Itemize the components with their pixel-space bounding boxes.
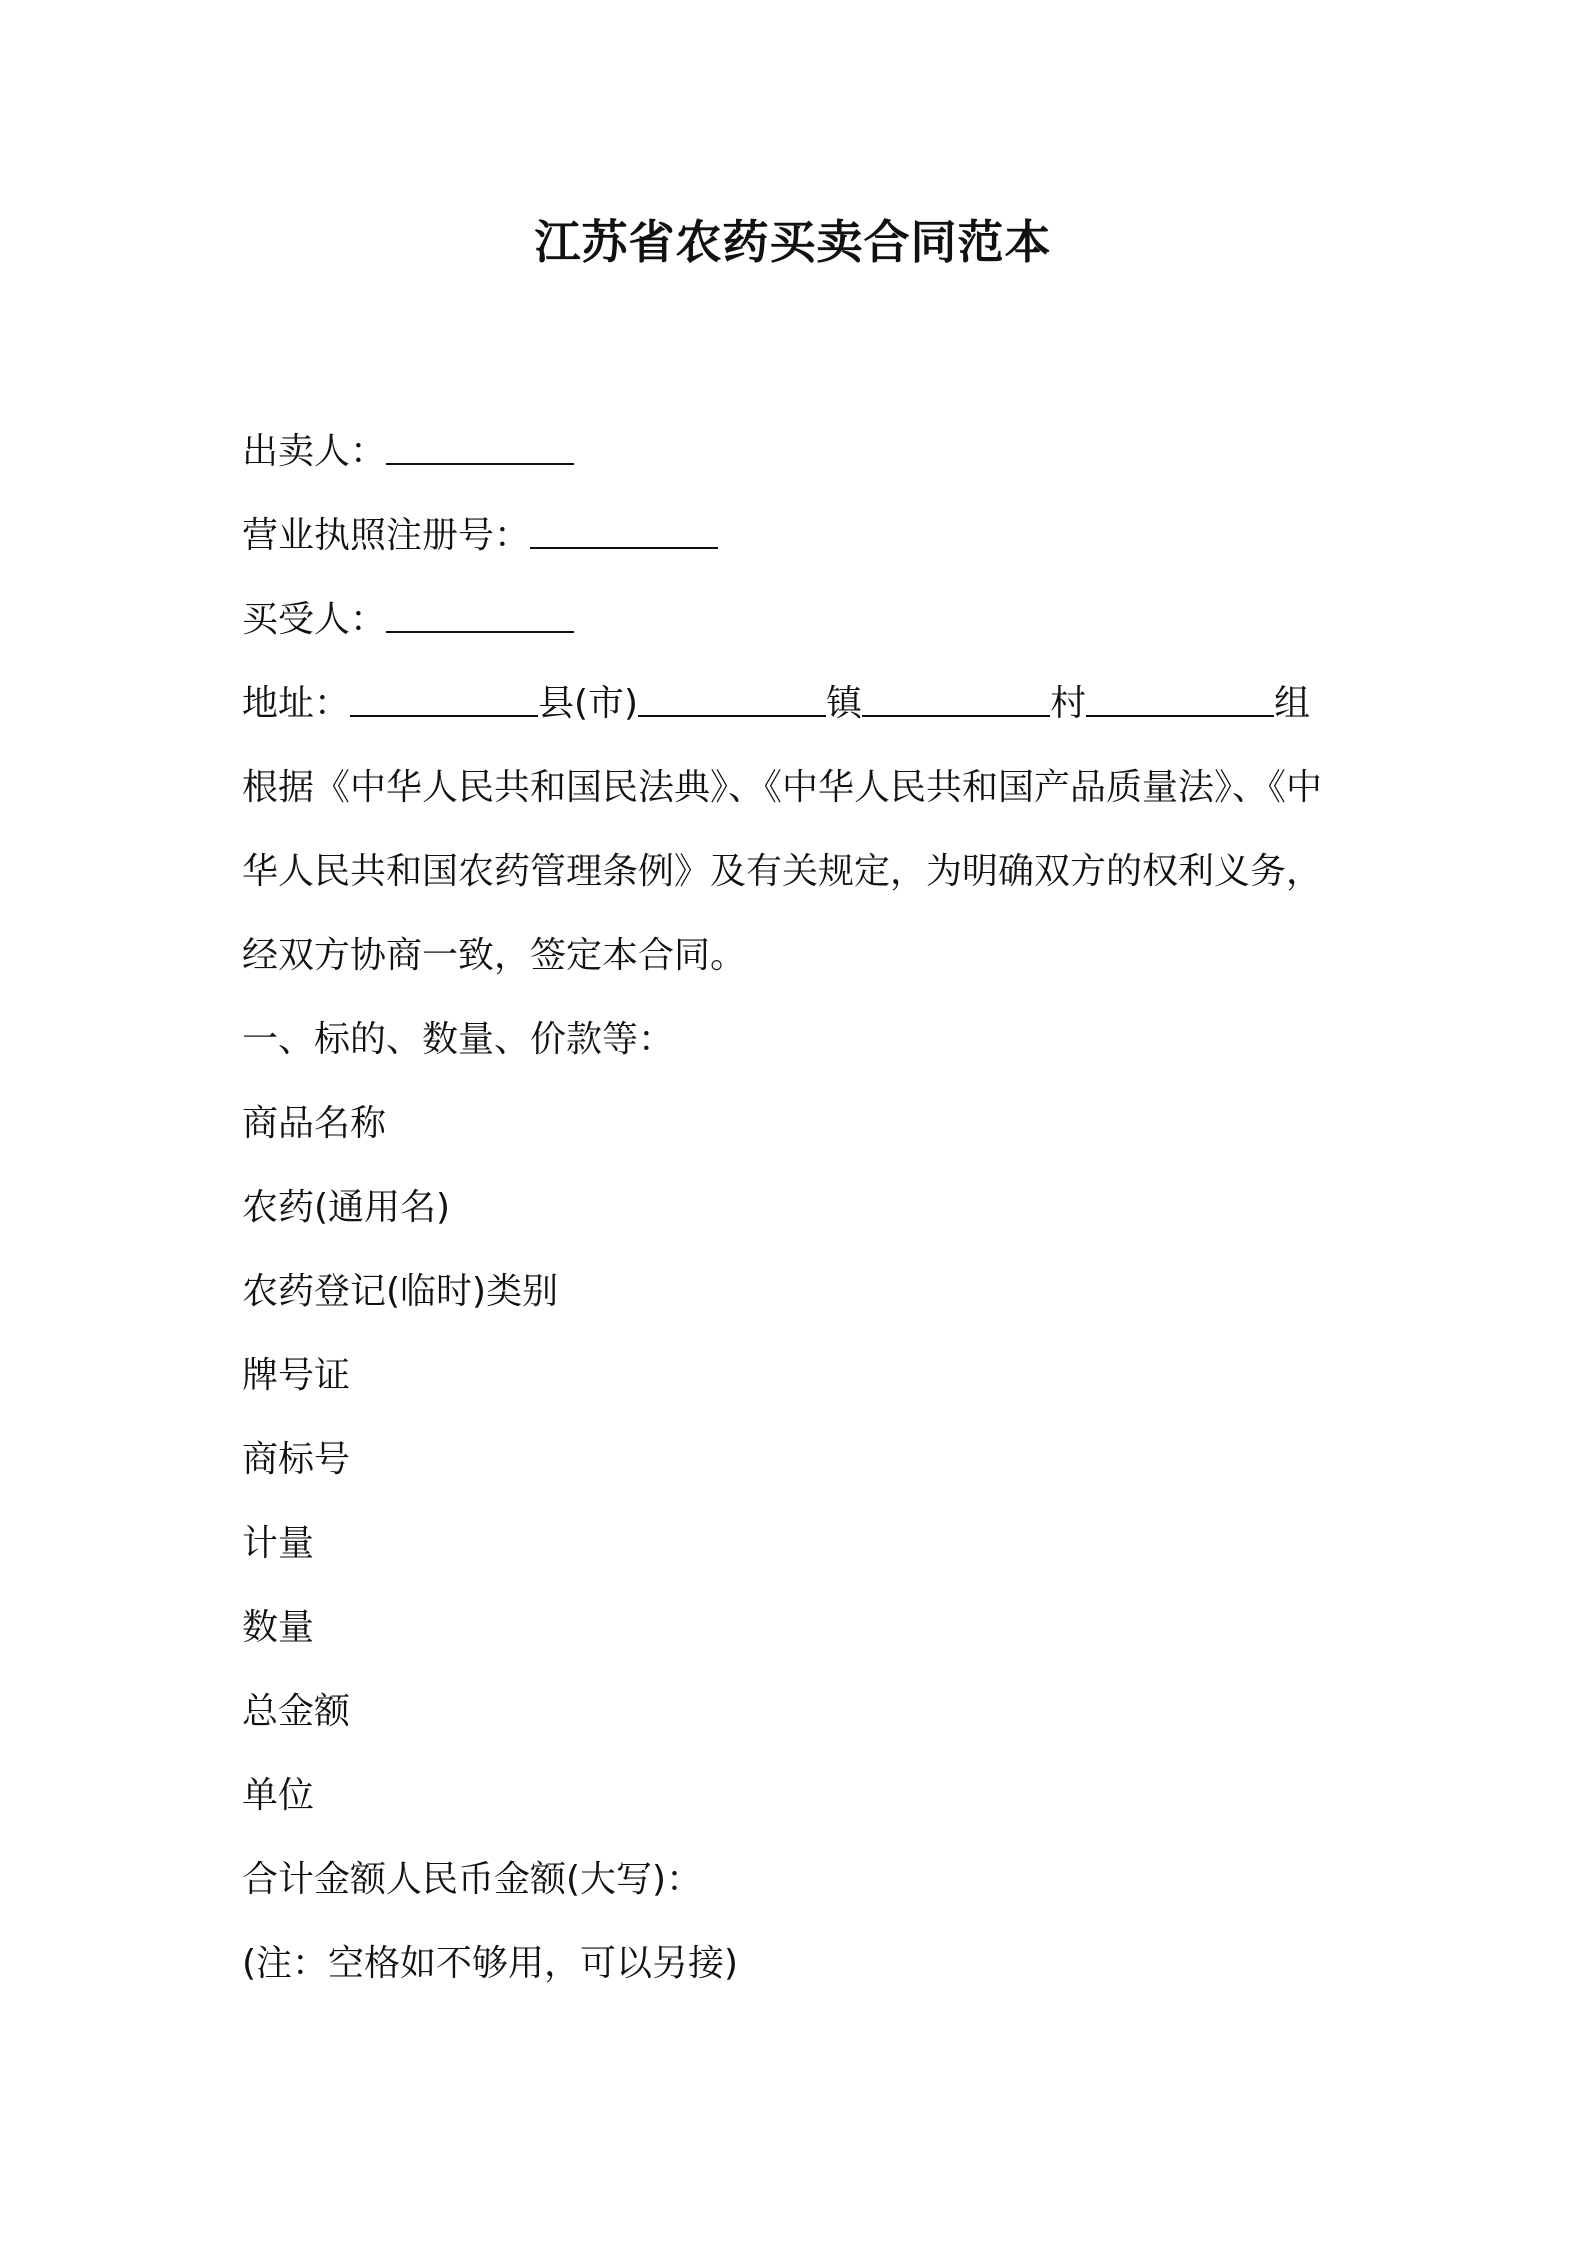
seller-blank bbox=[386, 423, 574, 465]
address-village-blank bbox=[862, 675, 1050, 717]
field-label: 数量 bbox=[242, 1607, 315, 1648]
field-label: 商品名称 bbox=[242, 1103, 387, 1144]
address-village-label: 村 bbox=[1050, 683, 1087, 724]
field-label: 总金额 bbox=[242, 1691, 351, 1732]
section-heading: 一、标的、数量、价款等： bbox=[242, 1019, 675, 1060]
address-town-label: 镇 bbox=[826, 683, 863, 724]
field-label: 农药登记(临时)类别 bbox=[242, 1271, 559, 1312]
license-line bbox=[242, 494, 1362, 578]
preamble-line: 根据《中华人民共和国民法典》、《中华人民共和国产品质量法》、《中 bbox=[242, 767, 1323, 808]
preamble-line: 经双方协商一致，签定本合同。 bbox=[242, 935, 747, 976]
document-title: 江苏省农药买卖合同范本 bbox=[534, 215, 1052, 269]
seller-line bbox=[242, 410, 1362, 494]
preamble-line: 华人民共和国农药管理条例》及有关规定，为明确双方的权利义务， bbox=[242, 851, 1323, 892]
address-line bbox=[242, 662, 1362, 746]
document-body bbox=[242, 410, 1362, 2006]
note-text: (注：空格如不够用，可以另接) bbox=[242, 1943, 739, 1984]
buyer-blank bbox=[386, 591, 574, 633]
field-label: 计量 bbox=[242, 1523, 315, 1564]
field-label: 牌号证 bbox=[242, 1355, 351, 1396]
seller-label: 出卖人： bbox=[242, 431, 387, 472]
address-county-label: 县(市) bbox=[538, 683, 639, 724]
license-blank bbox=[530, 507, 718, 549]
address-town-blank bbox=[638, 675, 826, 717]
field-label: 商标号 bbox=[242, 1439, 351, 1480]
address-label: 地址： bbox=[242, 683, 351, 724]
address-group-label: 组 bbox=[1274, 683, 1311, 724]
field-label: 单位 bbox=[242, 1775, 315, 1816]
total-amount-label: 合计金额人民币金额(大写)： bbox=[242, 1859, 703, 1900]
address-group-blank bbox=[1086, 675, 1274, 717]
address-county-blank bbox=[350, 675, 538, 717]
license-label: 营业执照注册号： bbox=[242, 515, 531, 556]
buyer-label: 买受人： bbox=[242, 599, 387, 640]
field-label: 农药(通用名) bbox=[242, 1187, 451, 1228]
buyer-line bbox=[242, 578, 1362, 662]
